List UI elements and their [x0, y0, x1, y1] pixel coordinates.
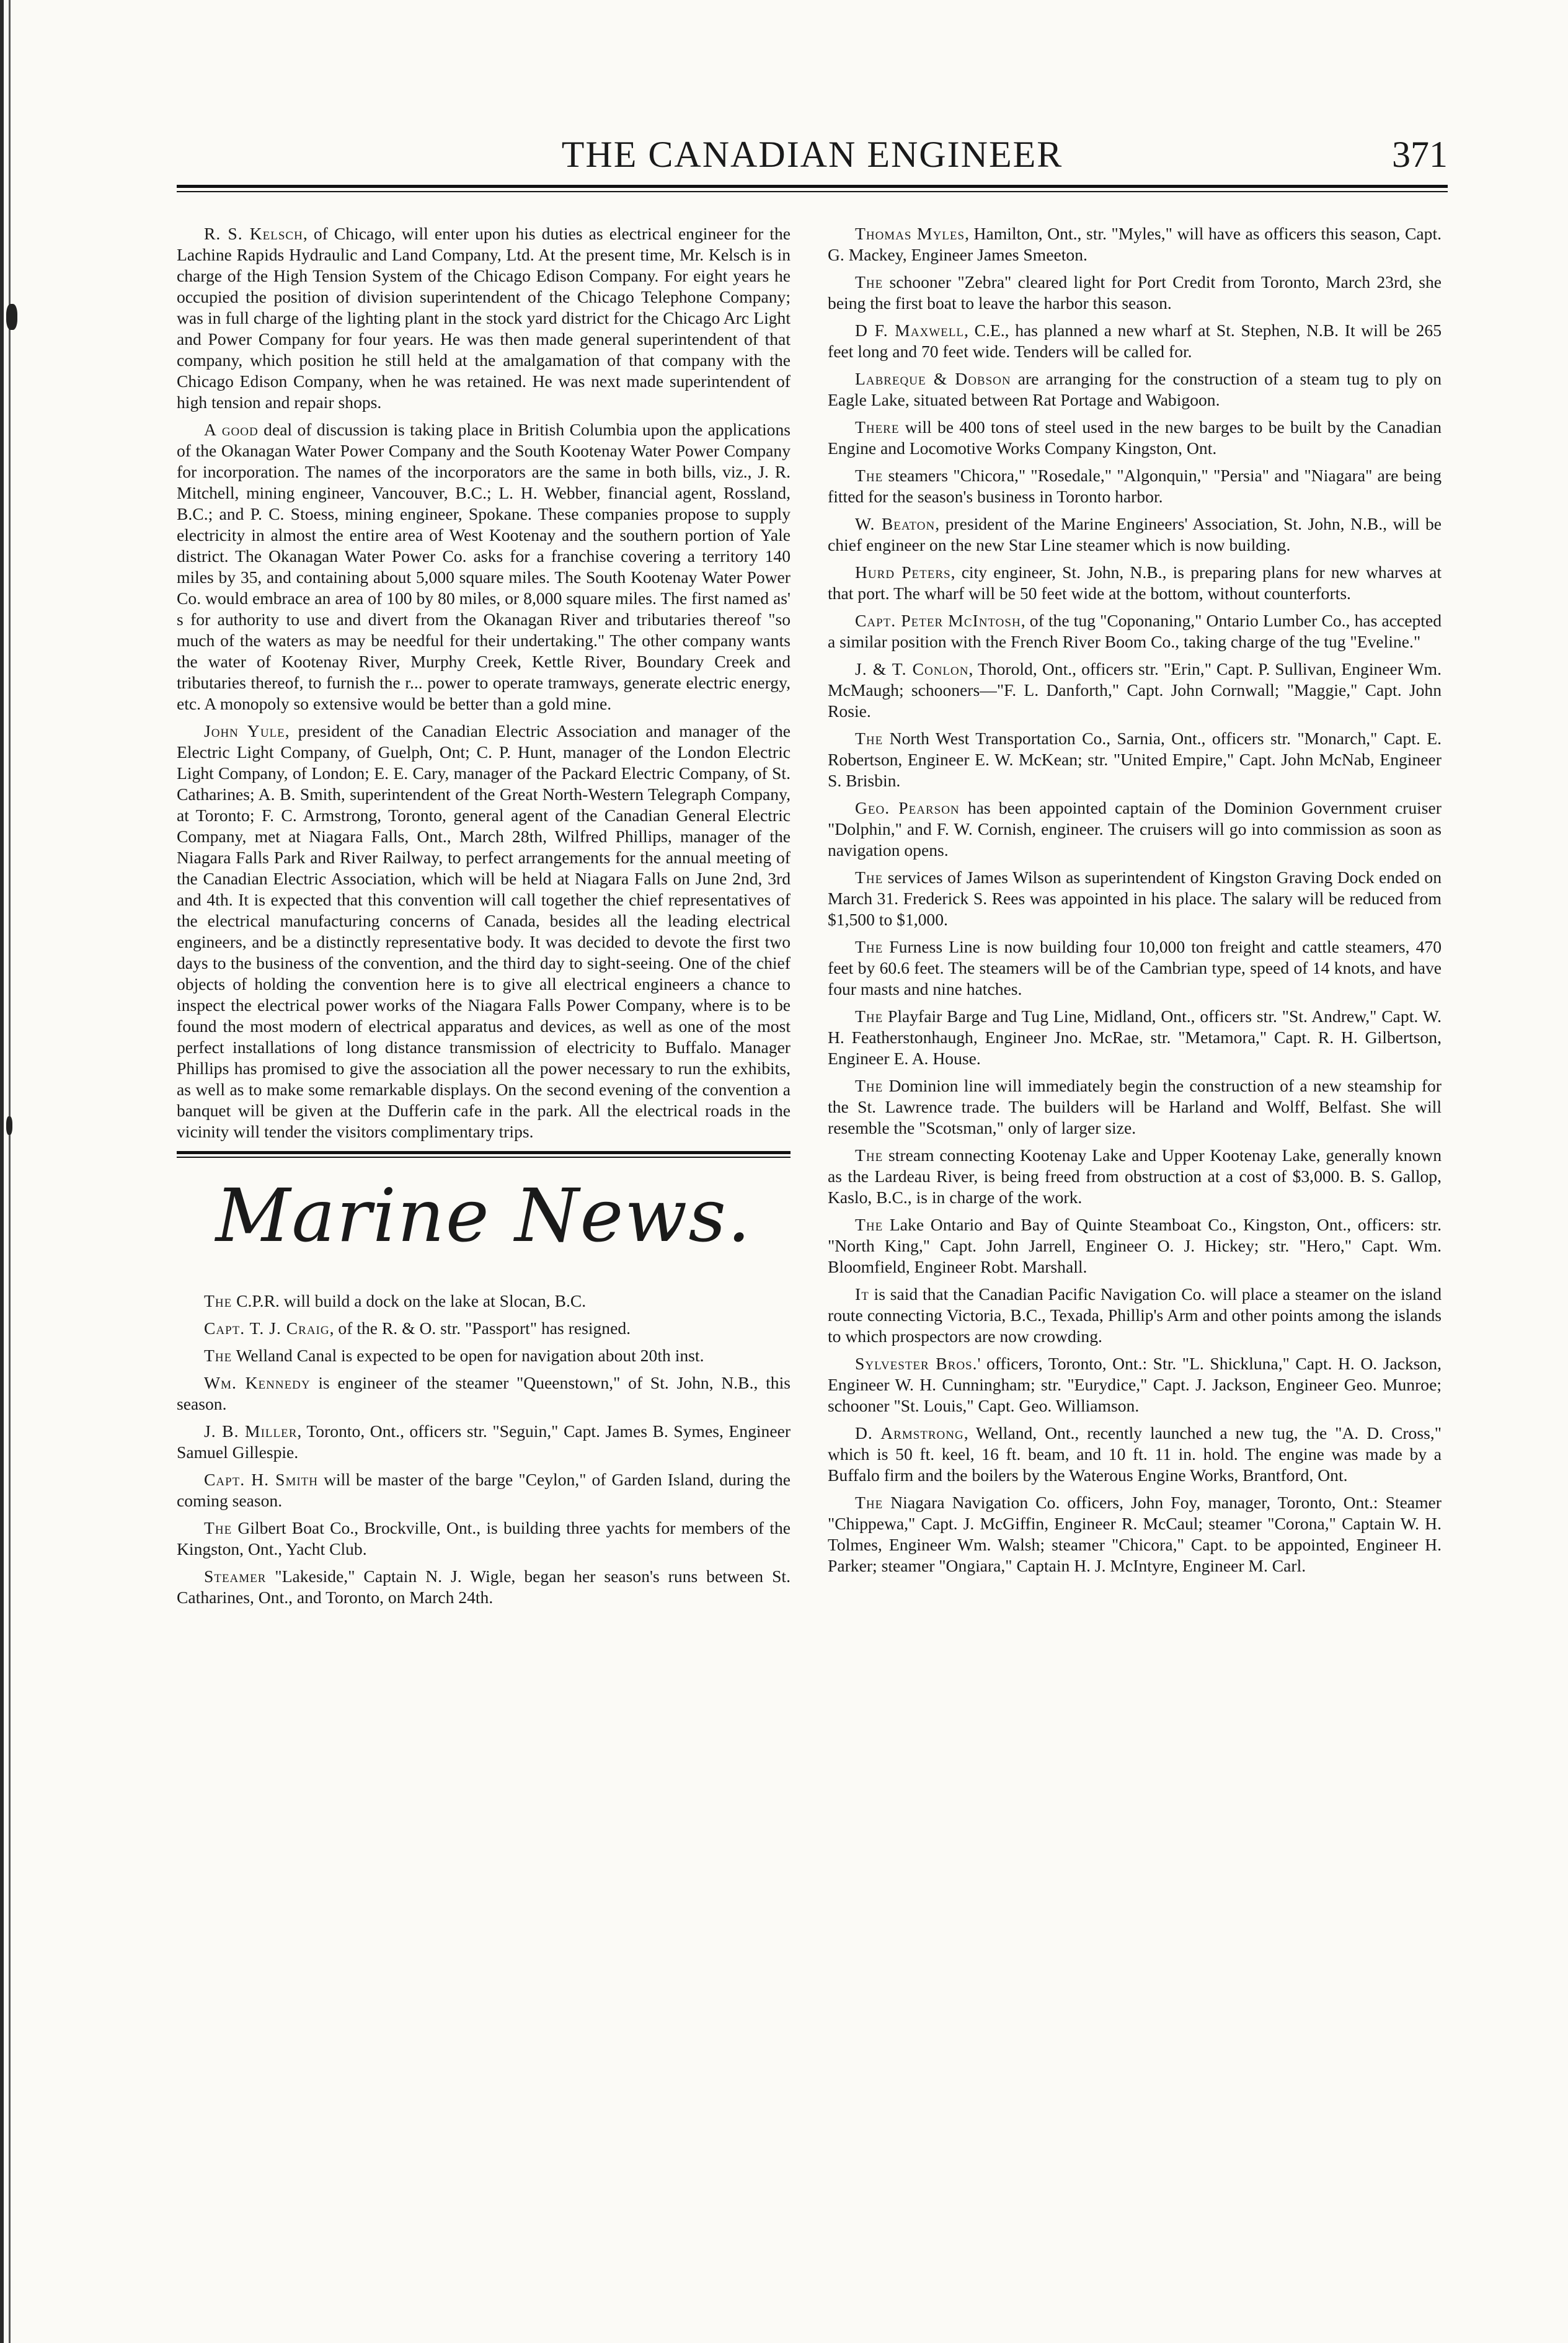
news-paragraph	[828, 1075, 1442, 1139]
news-paragraph	[828, 867, 1442, 930]
paragraph-text: will be master of the barge "Ceylon," of Garden Island, during the coming season.	[177, 1470, 791, 1510]
paragraph-text: services of James Wilson as superintendent of Kingston Graving Dock ended on March 31. Frederick S. Rees was appointed in his place. The salary will be reduced from $1,500 to $1,000.	[828, 868, 1442, 929]
paragraph-lead: The	[855, 1076, 884, 1095]
news-paragraph	[177, 721, 791, 1142]
news-paragraph	[177, 1372, 791, 1415]
paragraph-lead: The	[855, 937, 884, 956]
paragraph-lead: J. B. Miller	[204, 1421, 298, 1441]
paragraph-text: , C.E., has planned a new wharf at St. Stephen, N.B. It will be 265 feet long and 70 feet wide. Tenders will be called for.	[828, 321, 1442, 361]
news-paragraph	[828, 465, 1442, 507]
news-paragraph	[828, 1284, 1442, 1347]
news-paragraph	[828, 936, 1442, 1000]
paragraph-lead: The	[204, 1518, 233, 1537]
paragraph-lead: The	[204, 1291, 233, 1310]
paragraph-text: , city engineer, St. John, N.B., is preparing plans for new wharves at that port. The wharf will be 50 feet wide at the bottom, without counterforts.	[828, 562, 1442, 603]
news-paragraph	[828, 562, 1442, 604]
header-rule-thick	[177, 185, 1448, 188]
paragraph-text: , of Chicago, will enter upon his duties as electrical engineer for the Lachine Rapids Hydraulic and Land Company, Ltd. At the present time, Mr. Kelsch is in charge of the High Tension System of the Chicago Edison Company. For eight years he occupied the position of division superintendent of the Chicago Telephone Company; was in full charge of the lighting plant in the stock yard district for the Chicago Arc Light and Power Company for four years. He was then made general superintendent of that company, which position he still held at the amalgamation of that company with the Chicago Edison Company, when he was retained. He was next made superintendent of high tension and repair shops.	[177, 224, 791, 412]
paragraph-text: , president of the Marine Engineers' Association, St. John, N.B., will be chief engineer on the new Star Line steamer which is now building.	[828, 514, 1442, 554]
header-rule-thin	[177, 191, 1448, 192]
news-paragraph	[828, 320, 1442, 362]
paragraph-lead: Hurd Peters	[855, 562, 951, 582]
paragraph-lead: The	[855, 1215, 884, 1234]
news-paragraph	[177, 419, 791, 714]
news-paragraph	[828, 514, 1442, 556]
paragraph-lead: Wm. Kennedy	[204, 1373, 311, 1392]
news-paragraph	[828, 1145, 1442, 1208]
paragraph-lead: The	[855, 466, 884, 485]
section-rule-thin	[177, 1157, 791, 1158]
marine-news-list	[177, 1291, 791, 1608]
paragraph-text: North West Transportation Co., Sarnia, Ont., officers str. "Monarch," Capt. E. Robertson, Engineer E. W. McKean; str. "United Empire," Capt. John McNab, Engineer S. Brisbin.	[828, 729, 1442, 790]
section-rule-thick	[177, 1151, 791, 1154]
paragraph-lead: The	[855, 1007, 884, 1026]
paragraph-lead: D F. Maxwell	[855, 321, 965, 340]
paragraph-lead: J. & T. Conlon	[855, 659, 969, 678]
paragraph-text: , of the R. & O. str. "Passport" has resigned.	[329, 1318, 631, 1338]
news-paragraph	[177, 1318, 791, 1339]
paragraph-text: "Lakeside," Captain N. J. Wigle, began her season's runs between St. Catharines, Ont., and Toronto, on March 24th.	[177, 1567, 791, 1607]
news-paragraph	[828, 1423, 1442, 1486]
news-paragraph	[828, 1492, 1442, 1576]
paragraph-text: ' officers, Toronto, Ont.: Str. "L. Shickluna," Capt. H. O. Jackson, Engineer W. H. Cunningham; str. "Eurydice," Capt. J. Jackson, Engineer Geo. Munroe; schooner "St. Louis," Capt. Geo. Williamson.	[828, 1354, 1442, 1415]
news-paragraph	[828, 1006, 1442, 1069]
news-paragraph	[828, 368, 1442, 411]
news-paragraph	[177, 1518, 791, 1560]
paragraph-text: , Hamilton, Ont., str. "Myles," will have as officers this season, Capt. G. Mackey, Engineer James Smeeton.	[828, 224, 1442, 264]
paragraph-lead: D. Armstrong	[855, 1423, 964, 1443]
paragraph-text: are arranging for the construction of a steam tug to ply on Eagle Lake, situated between Rat Portage and Wabigoon.	[828, 369, 1442, 409]
paragraph-lead: Thomas Myles	[855, 224, 965, 243]
paragraph-text: , Welland, Ont., recently launched a new tug, the "A. D. Cross," which is 50 ft. keel, 16 ft. beam, and 10 ft. 11 in. hold. The engine was made by a Buffalo firm and the boilers by the Waterous Engine Works, Brantford, Ont.	[828, 1423, 1442, 1485]
section-title: Marine News.	[215, 1173, 752, 1258]
left-article-list	[177, 223, 791, 1142]
paragraph-lead: John Yule	[204, 721, 285, 740]
news-paragraph	[177, 1469, 791, 1511]
paragraph-text: Welland Canal is expected to be open for navigation about 20th inst.	[232, 1346, 704, 1365]
paragraph-text: , Toronto, Ont., officers str. "Seguin," Capt. James B. Symes, Engineer Samuel Gillespie.	[177, 1421, 791, 1462]
news-paragraph	[828, 417, 1442, 459]
journal-title: THE CANADIAN ENGINEER	[561, 134, 1063, 175]
page-binding-edge	[0, 0, 14, 2343]
news-paragraph	[828, 610, 1442, 652]
paragraph-lead: Steamer	[204, 1567, 267, 1586]
paragraph-text: is said that the Canadian Pacific Navigation Co. will place a steamer on the island route connecting Victoria, B.C., Texada, Phillip's Arm and other points among the islands to which prospectors are now crowding.	[828, 1284, 1442, 1346]
paragraph-text: deal of discussion is taking place in British Columbia upon the applications of the Okanagan Water Power Company and the South Kootenay Water Power Company for incorporation. The names of the incorporators are the same in both bills, viz., J. R. Mitchell, mining engineer, Vancouver, B.C.; L. H. Webber, financial agent, Rossland, B.C.; and P. C. Stoess, mining engineer, Spokane. These companies propose to supply electricity in almost the entire area of West Kootenay and the southern portion of Yale district. The Okanagan Water Power Co. asks for a franchise covering a territory 140 miles by 35, and containing about 5,000 square miles. The South Kootenay Water Power Co. would embrace an area of 100 by 80 miles, or 8,000 square miles. The first named as' s for authority to use and divert from the Okanagan River and tributaries thereof "so much of the waters as may be needful for their undertaking." The other company wants the water of Kootenay River, Murphy Creek, Kettle River, Boundary Creek and tributaries thereof, to furnish the r... power to operate tramways, generate electric energy, etc. A monopoly so extensive would be better than a gold mine.	[177, 420, 791, 713]
paragraph-text: Playfair Barge and Tug Line, Midland, Ont., officers str. "St. Andrew," Capt. W. H. Featherstonhaugh, Engineer Jno. McRae, str. "Metamora," Capt. R. H. Gilbertson, Engineer E. A. House.	[828, 1007, 1442, 1068]
news-paragraph	[828, 659, 1442, 722]
paragraph-text: stream connecting Kootenay Lake and Upper Kootenay Lake, generally known as the Lardeau River, is being freed from obstruction at a cost of $3,000. B. S. Gallop, Kaslo, B.C., is in charge of the work.	[828, 1145, 1442, 1207]
paragraph-lead: Labreque & Dobson	[855, 369, 1011, 388]
paragraph-text: Dominion line will immediately begin the construction of a new steamship for the St. Lawrence trade. The builders will be Harland and Wolff, Belfast. She will resemble the "Scotsman," only of larger size.	[828, 1076, 1442, 1137]
paragraph-lead: A good	[204, 420, 259, 439]
paragraph-text: has been appointed captain of the Dominion Government cruiser "Dolphin," and F. W. Cornish, engineer. The cruisers will go into commission as soon as navigation opens.	[828, 798, 1442, 860]
paragraph-text: Furness Line is now building four 10,000 ton freight and cattle steamers, 470 feet by 60.6 feet. The steamers will be of the Cambrian type, speed of 14 knots, and have four masts and nine hatches.	[828, 937, 1442, 998]
left-column	[177, 223, 791, 1614]
paragraph-lead: Geo. Pearson	[855, 798, 960, 817]
news-paragraph	[177, 1421, 791, 1463]
page-number: 371	[1392, 134, 1448, 175]
paragraph-lead: There	[855, 417, 900, 437]
paragraph-text: steamers "Chicora," "Rosedale," "Algonquin," "Persia" and "Niagara" are being fitted for the season's business in Toronto harbor.	[828, 466, 1442, 506]
news-paragraph	[828, 223, 1442, 265]
paragraph-lead: The	[855, 1145, 884, 1165]
news-paragraph	[177, 223, 791, 413]
paragraph-text: Lake Ontario and Bay of Quinte Steamboat Co., Kingston, Ont., officers: str. "North King," Capt. John Jarrell, Engineer O. J. Hickey; str. "Hero," Capt. Wm. Bloomfield, Engineer Robt. Marshall.	[828, 1215, 1442, 1276]
news-paragraph	[828, 272, 1442, 314]
binding-mark	[6, 1116, 12, 1135]
news-paragraph	[828, 798, 1442, 861]
news-paragraph	[177, 1345, 791, 1366]
paragraph-lead: The	[204, 1346, 233, 1365]
paragraph-lead: R. S. Kelsch	[204, 224, 303, 243]
paragraph-text: schooner "Zebra" cleared light for Port Credit from Toronto, March 23rd, she being the first boat to leave the harbor this season.	[828, 272, 1442, 313]
paragraph-lead: The	[855, 272, 884, 291]
paragraph-lead: The	[855, 729, 884, 748]
paragraph-text: , Thorold, Ont., officers str. "Erin," Capt. P. Sullivan, Engineer Wm. McMaugh; schooners—"F. L. Danforth," Capt. John Cornwall; "Maggie," Capt. John Rosie.	[828, 659, 1442, 721]
paragraph-lead: Capt. Peter McIntosh	[855, 611, 1021, 630]
paragraph-text: C.P.R. will build a dock on the lake at Slocan, B.C.	[232, 1291, 587, 1310]
right-column	[828, 223, 1442, 1583]
news-paragraph	[828, 1353, 1442, 1416]
news-paragraph	[177, 1566, 791, 1608]
binding-mark	[6, 304, 17, 330]
paragraph-text: is engineer of the steamer "Queenstown," of St. John, N.B., this season.	[177, 1373, 791, 1413]
paragraph-lead: Sylvester Bros.	[855, 1354, 978, 1373]
right-article-list	[828, 223, 1442, 1576]
paragraph-text: will be 400 tons of steel used in the new barges to be built by the Canadian Engine and Locomotive Works Company Kingston, Ont.	[828, 417, 1442, 458]
paragraph-lead: W. Beaton	[855, 514, 936, 533]
paragraph-text: Niagara Navigation Co. officers, John Foy, manager, Toronto, Ont.: Steamer "Chippewa," Capt. J. McGiffin, Engineer R. McCaul; steamer "Corona," Captain W. H. Tolmes, Engineer Wm. Walsh; steamer "Chicora," Capt. to be appointed, Engineer H. Parker; steamer "Ongiara," Captain H. J. McIntyre, Engineer M. Carl.	[828, 1493, 1442, 1575]
paragraph-text: , president of the Canadian Electric Association and manager of the Electric Light Company, of Guelph, Ont; C. P. Hunt, manager of the London Electric Light Company, of London; E. E. Cary, manager of the Packard Electric Company, of St. Catharines; A. B. Smith, superintendent of the Great North-Western Telegraph Company, at Toronto; F. C. Armstrong, Toronto, general agent of the Canadian General Electric Company, met at Niagara Falls, Ont., March 28th, Wilfred Phillips, manager of the Niagara Falls Park and River Railway, to perfect arrangements for the annual meeting of the Canadian Electric Association, which will be held at Niagara Falls on June 2nd, 3rd and 4th. It is expected that this convention will call together the chief representatives of the electrical manufacturing concerns of Canada, besides all the leading electrical engineers, and be a distinctly representative body. It was decided to devote the first two days to the business of the convention, and the third day to sight-seeing. One of the chief objects of holding the convention here is to give all electrical engineers a chance to inspect the electrical power works of the Niagara Falls Power Company, where is to be found the most modern of electrical apparatus and devices, as well as one of the most perfect installations of long distance transmission of electricity to Buffalo. Manager Phillips has promised to give the association all the power necessary to run the exhibits, as well as to make some remarkable displays. On the second evening of the convention a banquet will be given at the Dufferin cafe in the park. All the electrical roads in the vicinity will tender the visitors complimentary trips.	[177, 721, 791, 1141]
paragraph-text: , of the tug "Coponaning," Ontario Lumber Co., has accepted a similar position with the French River Boom Co., taking charge of the tug "Eveline."	[828, 611, 1442, 651]
paragraph-lead: The	[855, 1493, 884, 1512]
page-header	[177, 133, 1448, 177]
news-paragraph	[828, 1214, 1442, 1278]
paragraph-lead: Capt. H. Smith	[204, 1470, 319, 1489]
news-paragraph	[177, 1291, 791, 1312]
news-paragraph	[828, 728, 1442, 791]
paragraph-lead: The	[855, 868, 884, 887]
paragraph-lead: It	[855, 1284, 869, 1304]
paragraph-lead: Capt. T. J. Craig	[204, 1318, 330, 1338]
paragraph-text: Gilbert Boat Co., Brockville, Ont., is building three yachts for members of the Kingston, Ont., Yacht Club.	[177, 1518, 791, 1558]
